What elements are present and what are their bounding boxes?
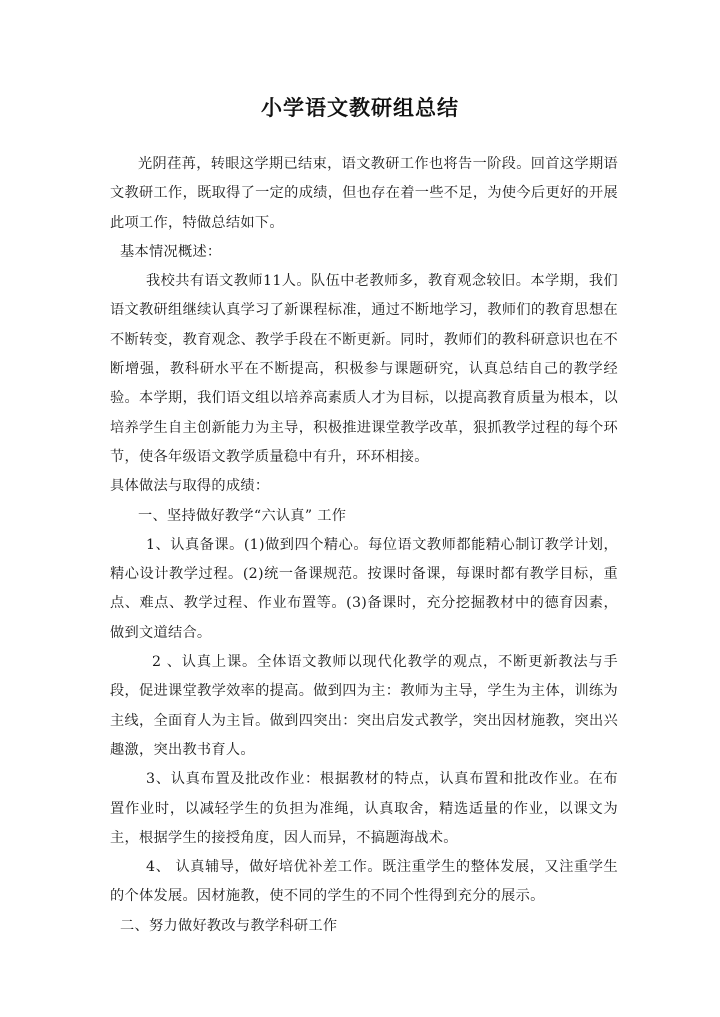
list-item-teaching: 2 、认真上课。全体语文教师以现代化教学的观点，不断更新教法与手段，促进课堂教学效率的提高。做到四为主：教师为主导，学生为主体，训练为主线，全面育人为主旨。做到四突出：突出启发式教学，突出因材施教，突出兴趣激，突出教书育人。 bbox=[110, 654, 618, 758]
subsection-heading-research: 二、努力做好教改与教学科研工作 bbox=[120, 917, 338, 934]
list-item-tutoring: 4、 认真辅导，做好培优补差工作。既注重学生的整体发展，又注重学生的个体发展。因材施教，使不同的学生的不同个性得到充分的展示。 bbox=[110, 859, 618, 905]
overview-paragraph: 我校共有语文教师11人。队伍中老教师多，教育观念较旧。本学期，我们语文教研组继续认真学习了新课程标准，通过不断地学习，教师们的教育思想在不断转变，教育观念、教学手段在不断更新。同时，教师们的教科研意识也在不断增强，教科研水平在不断提高，积极参与课题研究，认真总结自己的教学经验。本学期，我们语文组以培养高素质人才为目标，以提高教育质量为根本，以培养学生自主创新能力为主导，积极推进课堂教学改革，狠抓教学过程的每个环节，使各年级语文教学质量稳中有升，环环相接。 bbox=[110, 273, 618, 465]
subsection-heading-six-diligence: 一、坚持做好教学“六认真” 工作 bbox=[138, 507, 347, 524]
section-heading-practices: 具体做法与取得的成绩： bbox=[110, 478, 270, 495]
section-heading-overview: 基本情况概述： bbox=[120, 243, 222, 260]
intro-paragraph: 光阴荏苒，转眼这学期已结束，语文教研工作也将告一阶段。回首这学期语文教研工作，既取得了一定的成绩，但也存在着一些不足，为使今后更好的开展此项工作，特做总结如下。 bbox=[110, 156, 618, 231]
document-title: 小学语文教研组总结 bbox=[261, 95, 459, 120]
list-item-lesson-prep: 1、认真备课。(1)做到四个精心。每位语文教师都能精心制订教学计划，精心设计教学过程。(2)统一备课规范。按课时备课，每课时都有教学目标，重点、难点、教学过程、作业布置等。(3)备课时，充分挖掘教材中的德育因素，做到文道结合。 bbox=[110, 536, 618, 641]
list-item-homework: 3、认真布置及批改作业：根据教材的特点，认真布置和批改作业。在布置作业时，以减轻学生的负担为准绳，认真取舍，精选适量的作业，以课文为主，根据学生的接授角度，因人而异，不搞题海战术。 bbox=[110, 771, 618, 846]
document-body bbox=[110, 150, 618, 941]
